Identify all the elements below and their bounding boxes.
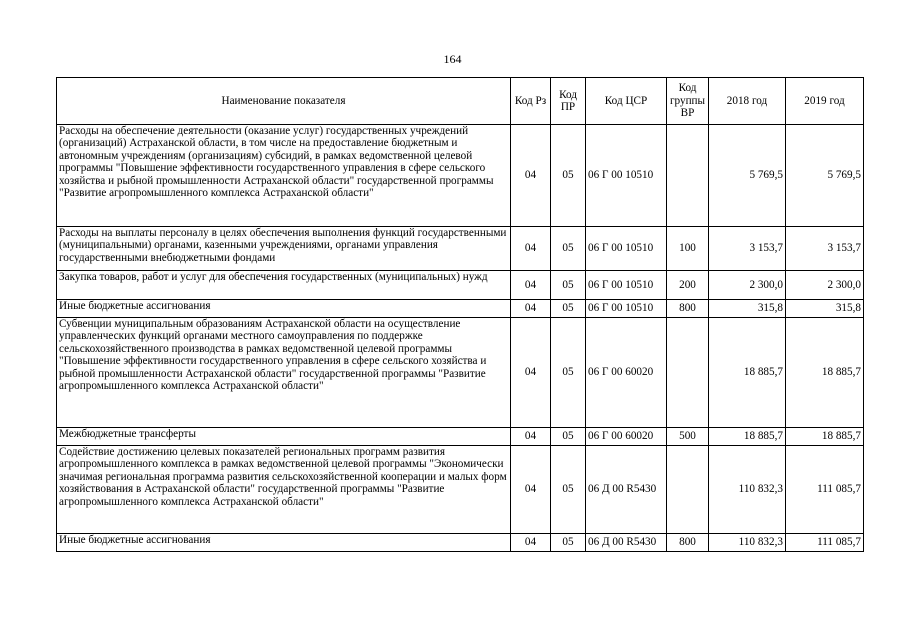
row-2018: 315,8 xyxy=(709,300,786,318)
table-row xyxy=(57,318,864,428)
row-rz: 04 xyxy=(511,300,551,318)
header-csr: Код ЦСР xyxy=(586,78,667,125)
row-pr: 05 xyxy=(551,271,586,300)
header-2018: 2018 год xyxy=(709,78,786,125)
row-pr: 05 xyxy=(551,446,586,534)
row-csr: 06 Г 00 10510 xyxy=(586,271,667,300)
row-name: Субвенции муниципальным образованиям Астраханской области на осуществление управленческих функций органами местного самоуправления по поддержке сельскохозяйственного производства в рамках ведомственной целевой программы "Повышение эффективности государственного управления в сфере сельского хозяйства и рыбной промышленности Астраханской области" государственной программы "Развитие агропромышленного комплекса Астраханской области" xyxy=(57,318,511,428)
table-row xyxy=(57,271,864,300)
row-csr: 06 Г 00 10510 xyxy=(586,125,667,227)
row-vr xyxy=(667,318,709,428)
row-csr: 06 Д 00 R5430 xyxy=(586,446,667,534)
row-pr: 05 xyxy=(551,227,586,271)
row-pr: 05 xyxy=(551,318,586,428)
row-rz: 04 xyxy=(511,227,551,271)
row-2019: 111 085,7 xyxy=(786,446,864,534)
row-pr: 05 xyxy=(551,428,586,446)
row-2018: 5 769,5 xyxy=(709,125,786,227)
row-vr: 800 xyxy=(667,534,709,552)
row-2019: 315,8 xyxy=(786,300,864,318)
row-rz: 04 xyxy=(511,534,551,552)
row-2018: 18 885,7 xyxy=(709,428,786,446)
table-row xyxy=(57,534,864,552)
row-2018: 110 832,3 xyxy=(709,534,786,552)
row-csr: 06 Г 00 60020 xyxy=(586,318,667,428)
row-2018: 2 300,0 xyxy=(709,271,786,300)
header-rz: Код Рз xyxy=(511,78,551,125)
row-pr: 05 xyxy=(551,125,586,227)
row-name: Расходы на обеспечение деятельности (оказание услуг) государственных учреждений (организаций) Астраханской области, в том числе на предоставление бюджетным и автономным учреждениям (организациям) субсидий, в рамках ведомственной целевой программы "Повышение эффективности государственного управления в сфере сельского хозяйства и рыбной промышленности Астраханской области" государственной программы "Развитие агропромышленного комплекса Астраханской области" xyxy=(57,125,511,227)
header-row xyxy=(57,78,864,125)
row-2018: 110 832,3 xyxy=(709,446,786,534)
table-row xyxy=(57,125,864,227)
row-rz: 04 xyxy=(511,271,551,300)
header-vr: Код группы ВР xyxy=(667,78,709,125)
row-pr: 05 xyxy=(551,534,586,552)
row-pr: 05 xyxy=(551,300,586,318)
row-name: Закупка товаров, работ и услуг для обеспечения государственных (муниципальных) нужд xyxy=(57,271,511,300)
header-pr: Код ПР xyxy=(551,78,586,125)
row-2018: 18 885,7 xyxy=(709,318,786,428)
row-2019: 111 085,7 xyxy=(786,534,864,552)
row-2019: 3 153,7 xyxy=(786,227,864,271)
header-2019: 2019 год xyxy=(786,78,864,125)
header-name: Наименование показателя xyxy=(57,78,511,125)
table-row xyxy=(57,227,864,271)
table-row xyxy=(57,300,864,318)
row-vr: 800 xyxy=(667,300,709,318)
row-rz: 04 xyxy=(511,318,551,428)
row-vr xyxy=(667,446,709,534)
row-rz: 04 xyxy=(511,446,551,534)
row-csr: 06 Г 00 10510 xyxy=(586,227,667,271)
row-rz: 04 xyxy=(511,428,551,446)
row-vr: 100 xyxy=(667,227,709,271)
row-name: Межбюджетные трансферты xyxy=(57,428,511,446)
row-csr: 06 Д 00 R5430 xyxy=(586,534,667,552)
row-2019: 18 885,7 xyxy=(786,428,864,446)
row-2019: 5 769,5 xyxy=(786,125,864,227)
table-row xyxy=(57,446,864,534)
row-vr xyxy=(667,125,709,227)
row-2019: 2 300,0 xyxy=(786,271,864,300)
row-name: Иные бюджетные ассигнования xyxy=(57,300,511,318)
row-name: Расходы на выплаты персоналу в целях обеспечения выполнения функций государственными (муниципальными) органами, казенными учреждениями, органами управления государственными внебюджетными фондами xyxy=(57,227,511,271)
row-vr: 500 xyxy=(667,428,709,446)
row-csr: 06 Г 00 10510 xyxy=(586,300,667,318)
page-number: 164 xyxy=(443,52,462,66)
table-row xyxy=(57,428,864,446)
row-rz: 04 xyxy=(511,125,551,227)
row-name: Содействие достижению целевых показателей региональных программ развития агропромышленного комплекса в рамках ведомственной целевой программы "Экономически значимая региональная программа развития сельскохозяйственной кооперации и малых форм хозяйствования в Астраханской области" государственной программы "Развитие агропромышленного комплекса Астраханской области" xyxy=(57,446,511,534)
row-2018: 3 153,7 xyxy=(709,227,786,271)
row-csr: 06 Г 00 60020 xyxy=(586,428,667,446)
budget-table xyxy=(56,77,864,552)
row-name: Иные бюджетные ассигнования xyxy=(57,534,511,552)
row-2019: 18 885,7 xyxy=(786,318,864,428)
row-vr: 200 xyxy=(667,271,709,300)
